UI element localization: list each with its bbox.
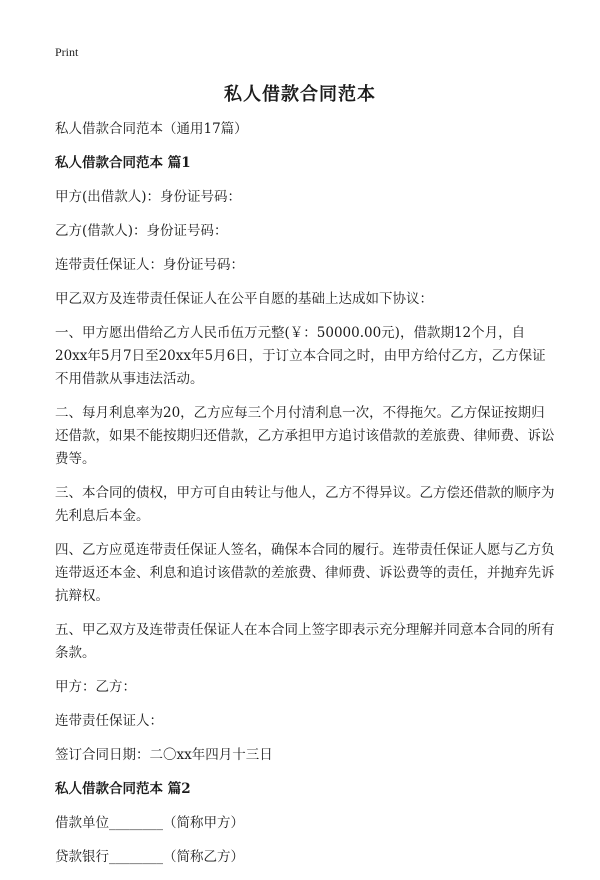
borrower-line: 乙方(借款人)：身份证号码： xyxy=(55,223,228,239)
lender-line: 甲方(出借款人)：身份证号码： xyxy=(55,189,242,205)
document-subtitle: 私人借款合同范本（通用17篇） xyxy=(55,121,248,137)
signature-guarantor: 连带责任保证人： xyxy=(55,713,163,729)
clause-1: 一、甲方愿出借给乙方人民币伍万元整(￥：50000.00元)，借款期12个月，自20xx年5月7日至20xx年5月6日，于订立本合同之时，由甲方给付乙方，乙方保证不用借款从事违法活动。 xyxy=(55,325,546,387)
signature-parties: 甲方：乙方： xyxy=(55,679,136,695)
document-body xyxy=(55,118,555,880)
signing-date: 签订合同日期：二〇xx年四月十三日 xyxy=(55,747,273,763)
document-title: 私人借款合同范本 xyxy=(224,84,376,105)
guarantor-line: 连带责任保证人：身份证号码： xyxy=(55,257,244,273)
clause-4: 四、乙方应觅连带责任保证人签名，确保本合同的履行。连带责任保证人愿与乙方负连带返还本金、利息和追讨该借款的差旅费、律师费、诉讼费等的责任，并抛弃先诉抗辩权。 xyxy=(55,542,555,604)
agreement-intro: 甲乙双方及连带责任保证人在公平自愿的基础上达成如下协议： xyxy=(55,291,433,307)
section-heading-1: 私人借款合同范本 篇1 xyxy=(55,155,191,171)
borrowing-unit-line: 借款单位________（简称甲方） xyxy=(55,815,244,831)
clause-3: 三、本合同的债权，甲方可自由转让与他人，乙方不得异议。乙方偿还借款的顺序为先利息后本金。 xyxy=(55,485,555,524)
lending-bank-line: 贷款银行________（简称乙方） xyxy=(55,849,244,865)
clause-5: 五、甲乙双方及连带责任保证人在本合同上签字即表示充分理解并同意本合同的所有条款。 xyxy=(55,622,555,661)
section-heading-2: 私人借款合同范本 篇2 xyxy=(55,781,191,797)
clause-2: 二、每月利息率为20，乙方应每三个月付清利息一次，不得拖欠。乙方保证按期归还借款，如果不能按期归还借款，乙方承担甲方追讨该借款的差旅费、律师费、诉讼费等。 xyxy=(55,405,555,467)
print-link[interactable]: Print xyxy=(55,45,79,59)
